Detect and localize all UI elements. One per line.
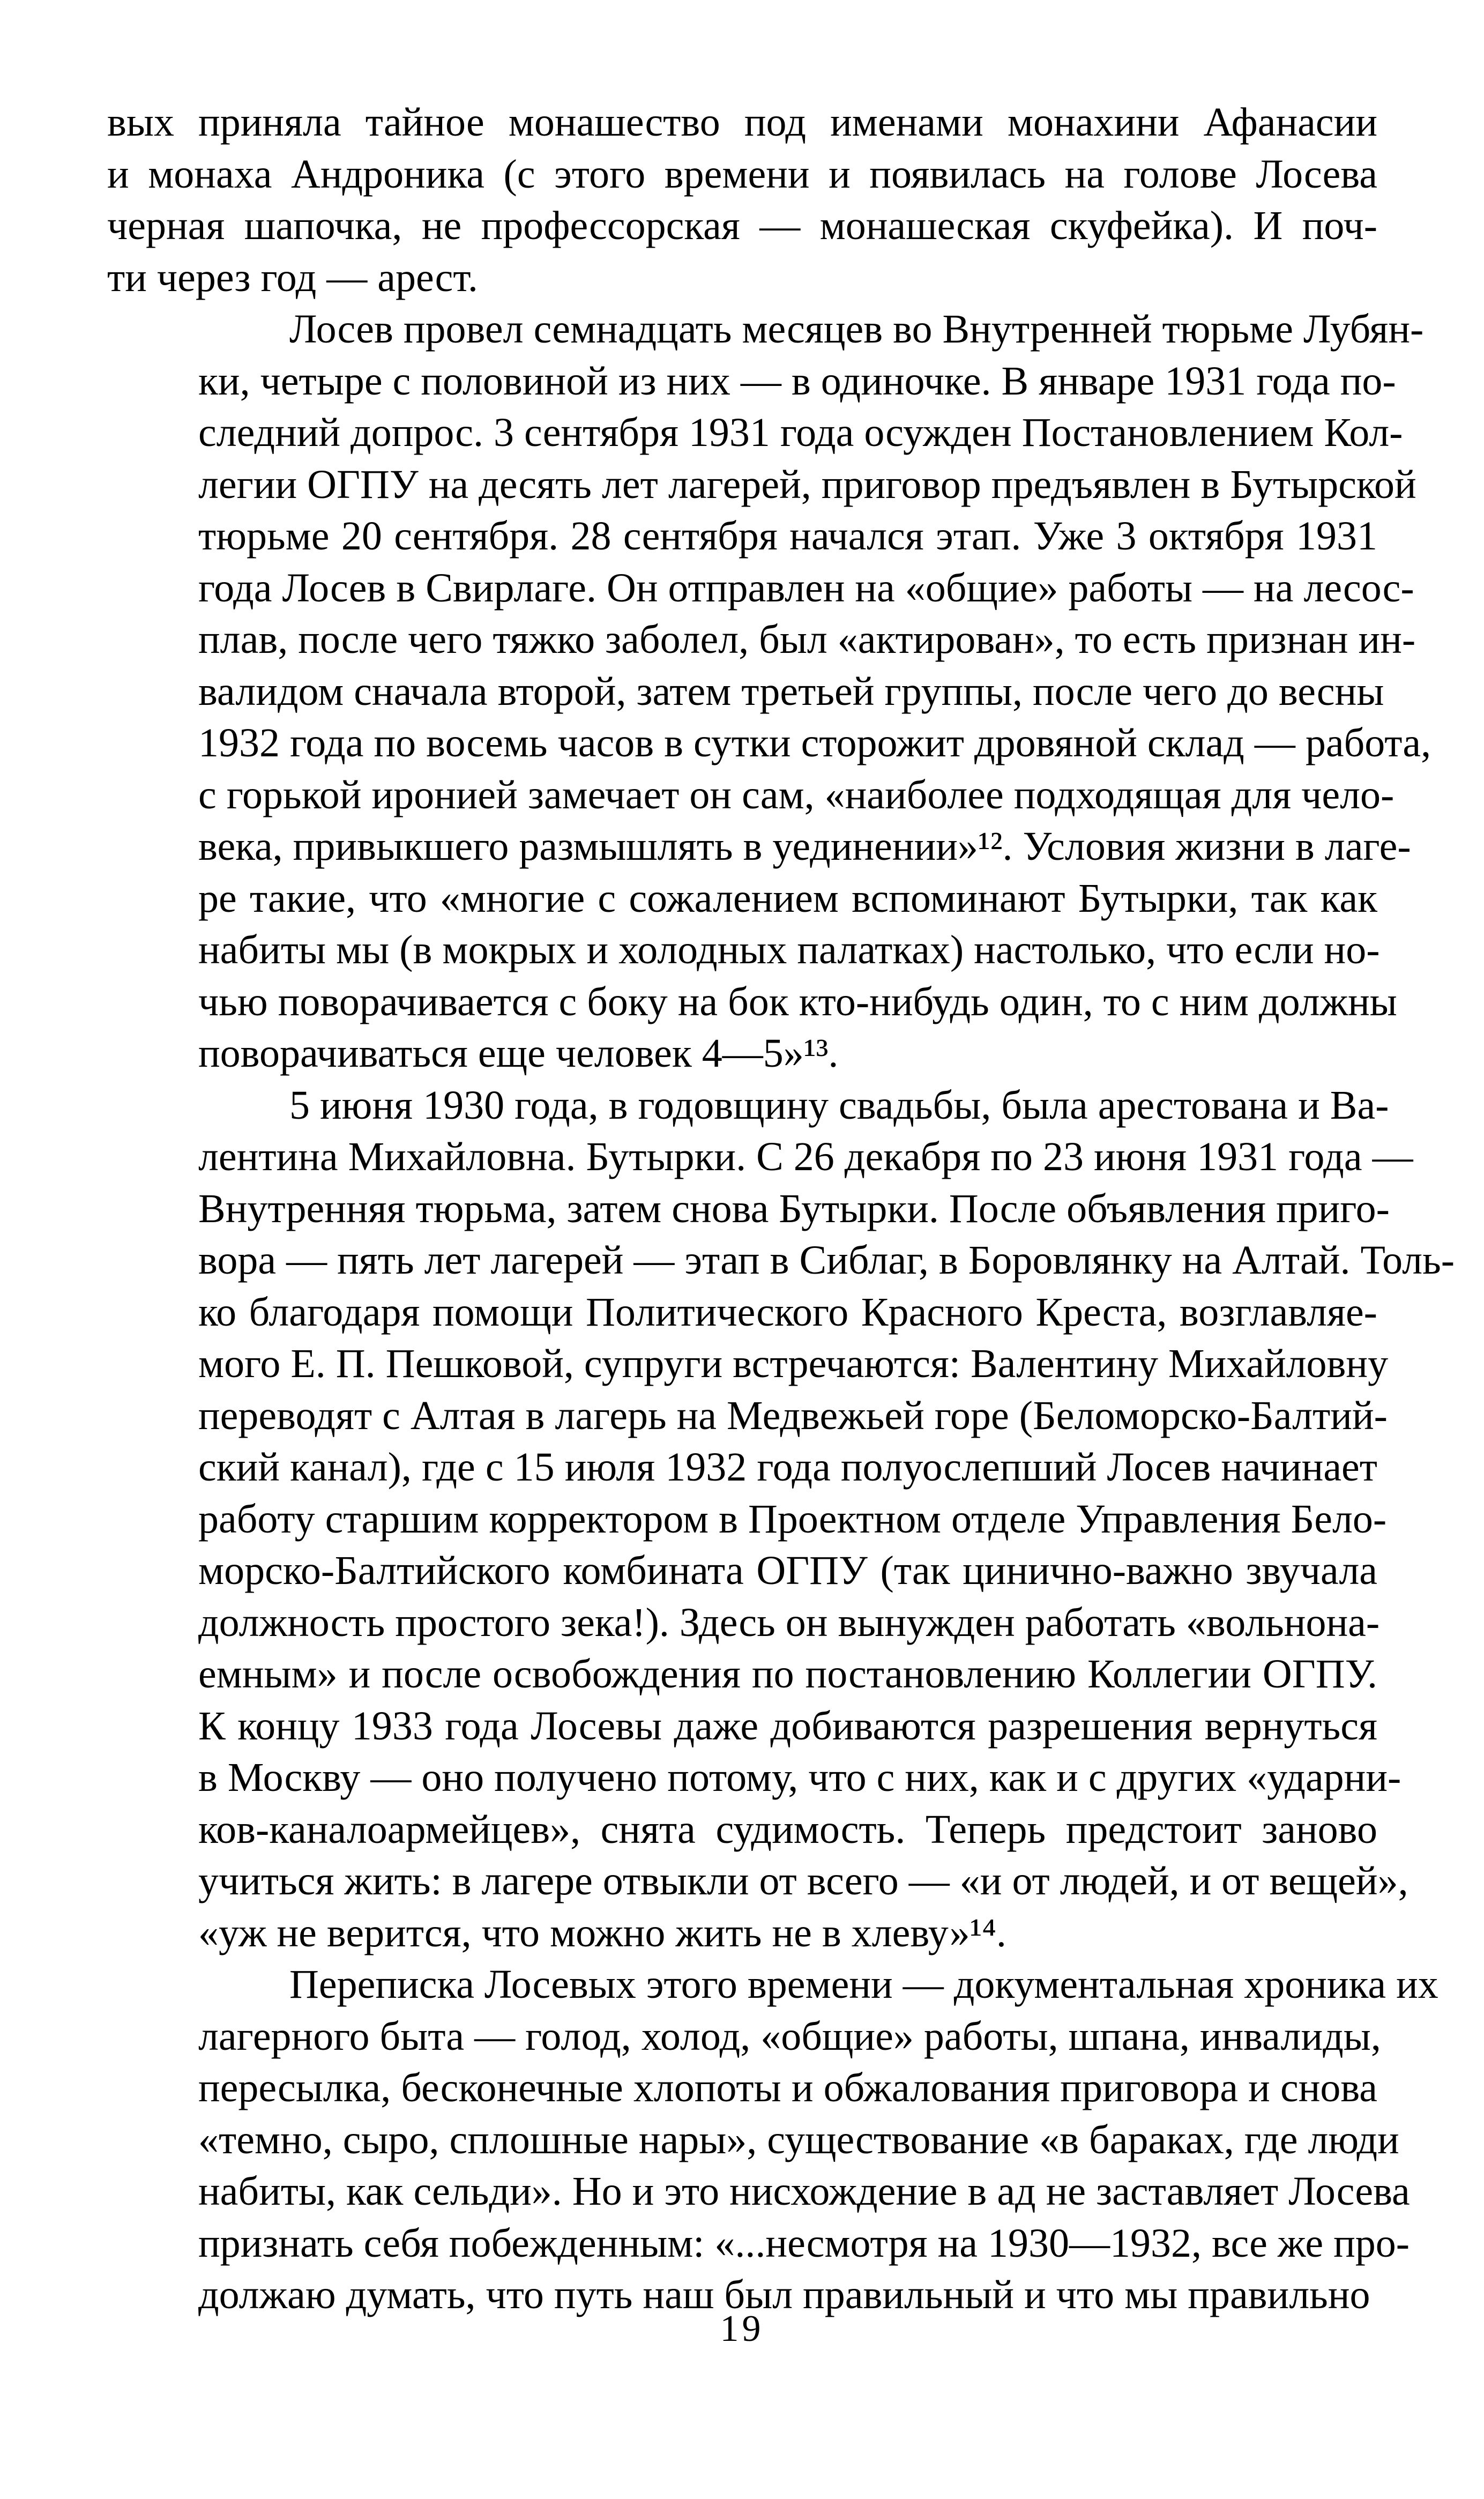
- text-line: лагерного быта — голод, холод, «общие» работы, шпана, инвалиды,: [198, 2013, 1381, 2059]
- text-line: ти через год — арест.: [107, 255, 478, 300]
- text-line: емным» и после освобождения по постановлению Коллегии ОГПУ.: [198, 1652, 1377, 1697]
- text-line: должность простого зека!). Здесь он вынужден работать «вольнона-: [198, 1600, 1380, 1645]
- text-line: «темно, сыро, сплошные нары», существование «в бараках, где люди: [198, 2117, 1399, 2162]
- text-line: плав, после чего тяжко заболел, был «актирован», то есть признан ин-: [198, 617, 1416, 662]
- text-line: учиться жить: в лагере отвыкли от всего — «и от людей, и от вещей»,: [198, 1858, 1408, 1903]
- text-line: года Лосев в Свирлаге. Он отправлен на «общие» работы — на лесос-: [198, 565, 1414, 611]
- text-line: ки, четыре с половиной из них — в одиночке. В январе 1931 года по-: [198, 358, 1396, 404]
- text-line: пересылка, бесконечные хлопоты и обжалования приговора и снова: [198, 2065, 1377, 2110]
- text-line: должаю думать, что путь наш был правильный и что мы правильно: [198, 2272, 1370, 2317]
- text-line: ков-каналоармейцев», снята судимость. Теперь предстоит заново: [198, 1806, 1377, 1852]
- page-body: [107, 96, 1455, 2321]
- text-line: Переписка Лосевых этого времени — документальная хроника их: [289, 1962, 1438, 2007]
- text-line: в Москву — оно получено потому, что с них, как и с других «ударни-: [198, 1755, 1401, 1800]
- paragraph: [107, 1080, 1455, 1959]
- text-line: лентина Михайловна. Бутырки. С 26 декабря по 23 июня 1931 года —: [198, 1134, 1413, 1179]
- text-line: переводят с Алтая в лагерь на Медвежьей горе (Беломорско-Балтий-: [198, 1393, 1388, 1438]
- text-line: набиты мы (в мокрых и холодных палатках) настолько, что если но-: [198, 927, 1380, 972]
- text-line: работу старшим корректором в Проектном отделе Управления Бело-: [198, 1496, 1387, 1542]
- text-line: Лосев провел семнадцать месяцев во Внутренней тюрьме Лубян-: [289, 307, 1424, 352]
- text-line: признать себя побежденным: «...несмотря на 1930—1932, все же про-: [198, 2220, 1410, 2266]
- text-line: вых приняла тайное монашество под именами монахини Афанасии: [107, 100, 1377, 145]
- text-line: ре такие, что «многие с сожалением вспоминают Бутырки, так как: [198, 875, 1377, 921]
- text-line: 1932 года по восемь часов в сутки сторожит дровяной склад — работа,: [198, 720, 1431, 765]
- text-line: следний допрос. 3 сентября 1931 года осужден Постановлением Кол-: [198, 410, 1403, 455]
- text-line: века, привыкшего размышлять в уединении»¹². Условия жизни в лаге-: [198, 824, 1411, 869]
- text-line: ский канал), где с 15 июля 1932 года полуослепший Лосев начинает: [198, 1445, 1377, 1490]
- text-line: легии ОГПУ на десять лет лагерей, приговор предъявлен в Бутырской: [198, 462, 1416, 507]
- text-line: мого Е. П. Пешковой, супруги встречаются: Валентину Михайловну: [198, 1341, 1389, 1386]
- text-line: чью поворачивается с боку на бок кто-нибудь один, то с ним должны: [198, 979, 1397, 1024]
- text-line: и монаха Андроника (с этого времени и появилась на голове Лосева: [107, 151, 1377, 197]
- text-line: черная шапочка, не профессорская — монашеская скуфейка). И поч-: [107, 203, 1377, 248]
- text-line: ко благодаря помощи Политического Красного Креста, возглавляе-: [198, 1289, 1377, 1335]
- text-line: «уж не верится, что можно жить не в хлеву»¹⁴.: [198, 1910, 1006, 1955]
- text-line: с горькой иронией замечает он сам, «наиболее подходящая для чело-: [198, 772, 1394, 817]
- text-line: набиты, как сельди». Но и это нисхождение в ад не заставляет Лосева: [198, 2169, 1410, 2214]
- text-line: К концу 1933 года Лосевы даже добиваются разрешения вернуться: [198, 1703, 1377, 1749]
- text-line: 5 июня 1930 года, в годовщину свадьбы, была арестована и Ва-: [289, 1082, 1389, 1128]
- text-line: тюрьме 20 сентября. 28 сентября начался этап. Уже 3 октября 1931: [198, 514, 1377, 559]
- text-line: вора — пять лет лагерей — этап в Сиблаг, в Боровлянку на Алтай. Толь-: [198, 1238, 1455, 1283]
- text-line: Внутренняя тюрьма, затем снова Бутырки. После объявления приго-: [198, 1186, 1390, 1231]
- paragraph: [107, 303, 1431, 1080]
- text-line: поворачиваться еще человек 4—5»¹³.: [198, 1031, 839, 1076]
- paragraph: [107, 96, 1377, 303]
- text-line: валидом сначала второй, затем третьей группы, после чего до весны: [198, 668, 1384, 714]
- page-number: 19: [720, 2308, 764, 2349]
- text-line: морско-Балтийского комбината ОГПУ (так цинично-важно звучала: [198, 1548, 1377, 1593]
- paragraph: [107, 1959, 1438, 2321]
